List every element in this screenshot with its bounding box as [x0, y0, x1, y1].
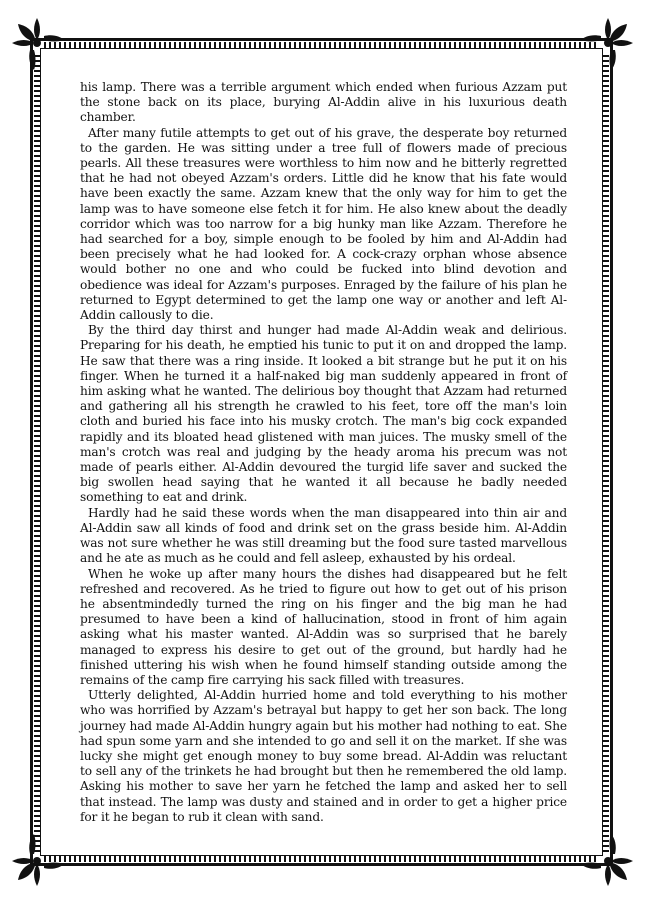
story-text — [80, 80, 567, 825]
bottom-left-corner-ornament-icon — [8, 832, 66, 890]
bottom-border-band — [44, 856, 599, 862]
bottom-right-corner-ornament-icon — [579, 832, 637, 890]
paragraph-6: Utterly delighted, Al-Addin hurried home and told everything to his mother who was horrified by Azzam's betrayal but happy to get her son back. The long journey had made Al-Addin hungry again but his mother had nothing to eat. She had spun some yarn and she intended to go and sell it on the market. If she was lucky she might get enough money to buy some bread. Al-Addin was reluctant to sell any of the trinkets he had brought but then he remembered the old lamp. Asking his mother to save her yarn he fetched the lamp and asked her to sell that instead. The lamp was dusty and stained and in order to get a higher price for it he began to rub it clean with sand. — [80, 688, 567, 824]
paragraph-2: After many futile attempts to get out of his grave, the desperate boy returned to the garden. He was sitting under a tree full of flowers made of precious pearls. All these treasures were worthless to him now and he bitterly regretted that he had not obeyed Azzam's orders. Little did he know that his fate would have been exactly the same. Azzam knew that the only way for him to get the lamp was to have someone else fetch it for him. He also knew about the deadly corridor which was too narrow for a big hunky man like Azzam. Therefore he had searched for a boy, simple enough to be fooled by him and Al-Addin had been precisely what he had looked for. A cock-crazy orphan whose absence would bother no one and who could be fucked into blind devotion and obedience was ideal for Azzam's purposes. Enraged by the failure of his plan he returned to Egypt determined to get the lamp one way or another and left Al-Addin callously to die. — [80, 125, 567, 323]
paragraph-3: By the third day thirst and hunger had made Al-Addin weak and delirious. Preparing for his death, he emptied his tunic to put it on and dropped the lamp. He saw that there was a ring inside. It looked a bit strange but he put it on his finger. When he turned it a half-naked big man suddenly appeared in front of him asking what he wanted. The delirious boy thought that Azzam had returned and gathering all his strength he crawled to his feet, tore off the man's loin cloth and buried his face into his musky crotch. The man's big cock expanded rapidly and its bloated head glistened with man juices. The musky smell of the man's crotch was real and judging by the heady aroma his precum was not made of pearls either. Al-Addin devoured the turgid life saver and sucked the big swollen head saying that he wanted it all because he badly needed something to eat and drink. — [80, 323, 567, 505]
paragraph-5: When he woke up after many hours the dishes had disappeared but he felt refreshed and recovered. As he tried to figure out how to get out of his prison he absentmindedly turned the ring on his finger and the big man he had presumed to have been a kind of hallucination, stood in front of him again asking what his master wanted. Al-Addin was so surprised that he barely managed to express his desire to get out of the ground, but hardly had he finished uttering his wish when he found himself standing outside among the remains of the camp fire carrying his sack filled with treasures. — [80, 566, 567, 687]
right-border-band — [603, 52, 609, 852]
paragraph-4: Hardly had he said these words when the man disappeared into thin air and Al-Addin saw all kinds of food and drink set on the grass beside him. Al-Addin was not sure whether he was still dreaming but the food sure tasted marvellous and he ate as much as he could and fell asleep, exhausted by his ordeal. — [80, 505, 567, 566]
top-right-corner-ornament-icon — [579, 14, 637, 72]
paragraph-1: his lamp. There was a terrible argument which ended when furious Azzam put the stone back on its place, burying Al-Addin alive in his luxurious death chamber. — [80, 80, 567, 125]
top-left-corner-ornament-icon — [8, 14, 66, 72]
